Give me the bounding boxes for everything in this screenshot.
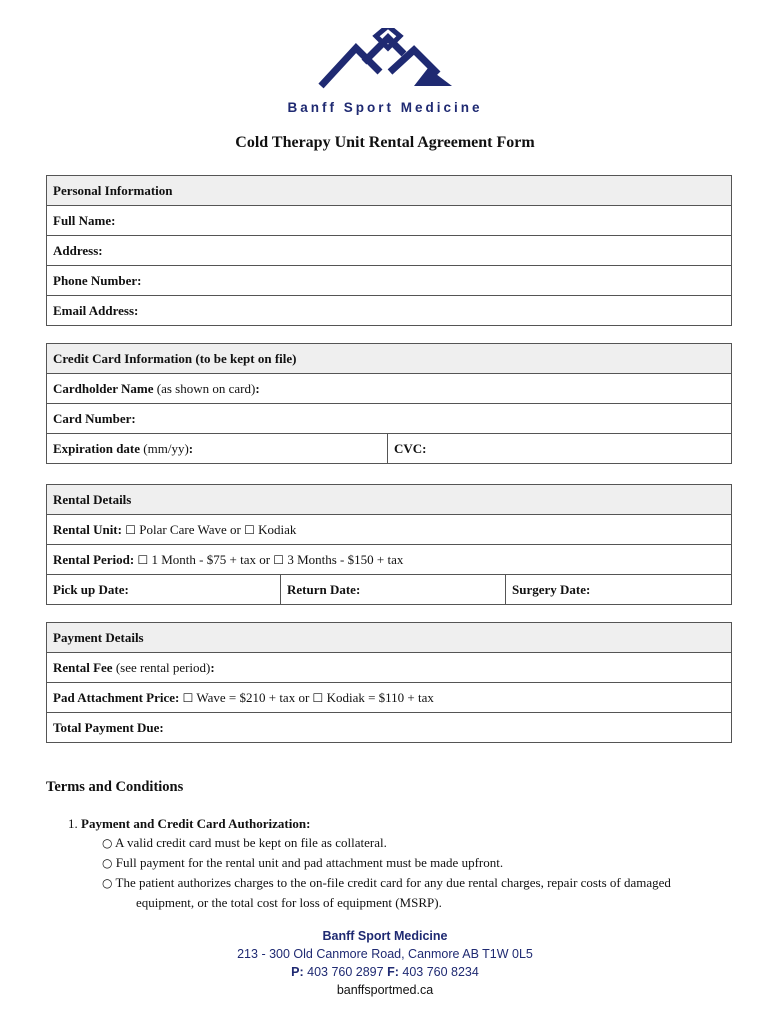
list-item xyxy=(68,853,748,873)
list-item xyxy=(68,873,748,912)
bullet-text-continued: equipment, or the total cost for loss of equipment (MSRP). xyxy=(136,895,442,910)
bullet-icon: ○ xyxy=(102,856,113,870)
terms-list xyxy=(68,814,748,912)
terms-heading: Terms and Conditions xyxy=(46,779,184,795)
expiration-label: Expiration date xyxy=(53,440,141,456)
phone-label: P: xyxy=(291,965,304,979)
expiration-colon: : xyxy=(188,440,194,456)
wave-pad-option: Wave = $210 + tax or xyxy=(196,689,310,705)
terms-item-1 xyxy=(68,814,748,833)
polar-care-wave-option: Polar Care Wave or xyxy=(139,521,241,537)
footer xyxy=(0,927,770,999)
expiration-note: (mm/yy) xyxy=(140,440,189,456)
email-field[interactable]: Email Address: xyxy=(47,296,732,326)
website-link[interactable]: banffsportmed.ca xyxy=(336,983,434,997)
pad-attachment-row xyxy=(47,683,732,713)
fax-label: F: xyxy=(387,965,399,979)
full-name-field[interactable]: Full Name: xyxy=(47,206,732,236)
bullet-text: Full payment for the rental unit and pad attachment must be made upfront. xyxy=(115,855,504,870)
footer-contact xyxy=(0,963,770,981)
footer-address: 213 - 300 Old Canmore Road, Canmore AB T1W 0L5 xyxy=(237,947,533,961)
payment-details-heading: Payment Details xyxy=(47,623,732,653)
checkbox-icon[interactable]: ☐ xyxy=(273,552,285,567)
terms-item-title: Payment and Credit Card Authorization: xyxy=(81,816,311,831)
footer-name: Banff Sport Medicine xyxy=(322,929,448,943)
cardholder-label: Cardholder Name xyxy=(53,380,154,396)
rental-fee-label: Rental Fee xyxy=(53,659,113,675)
phone-number: 403 760 2897 xyxy=(307,965,384,979)
pad-attachment-label: Pad Attachment Price: xyxy=(53,689,180,705)
bullet-text: A valid credit card must be kept on file as collateral. xyxy=(115,835,387,850)
expiration-field[interactable] xyxy=(47,434,388,464)
checkbox-icon[interactable]: ☐ xyxy=(182,690,194,705)
personal-info-heading: Personal Information xyxy=(47,176,732,206)
checkbox-icon[interactable]: ☐ xyxy=(244,522,255,537)
rental-fee-colon: : xyxy=(210,659,215,675)
kodiak-pad-option: Kodiak = $110 + tax xyxy=(326,689,434,705)
total-payment-field[interactable]: Total Payment Due: xyxy=(47,713,732,743)
pickup-date-field[interactable]: Pick up Date: xyxy=(47,575,281,605)
kodiak-option: Kodiak xyxy=(258,521,297,537)
credit-card-table xyxy=(46,343,732,464)
checkbox-icon[interactable]: ☐ xyxy=(125,522,136,537)
terms-item-number: 1. xyxy=(68,816,78,831)
checkbox-icon[interactable]: ☐ xyxy=(312,690,324,705)
rental-fee-field[interactable] xyxy=(47,653,732,683)
checkbox-icon[interactable]: ☐ xyxy=(137,552,149,567)
brand-name: Banff Sport Medicine xyxy=(287,100,483,115)
bullet-icon: ○ xyxy=(102,836,113,850)
rental-details-heading: Rental Details xyxy=(47,485,732,515)
address-field[interactable]: Address: xyxy=(47,236,732,266)
payment-details-table xyxy=(46,622,732,743)
banff-sport-medicine-logo-icon xyxy=(318,28,452,92)
cvc-field[interactable]: CVC: xyxy=(388,434,732,464)
surgery-date-field[interactable]: Surgery Date: xyxy=(506,575,732,605)
cardholder-note: (as shown on card) xyxy=(153,380,256,396)
three-months-option: 3 Months - $150 + tax xyxy=(287,551,404,567)
fax-number: 403 760 8234 xyxy=(402,965,479,979)
rental-period-label: Rental Period: xyxy=(53,551,135,567)
rental-unit-row xyxy=(47,515,732,545)
return-date-field[interactable]: Return Date: xyxy=(281,575,506,605)
cardholder-colon: : xyxy=(255,380,260,396)
personal-info-table xyxy=(46,175,732,326)
rental-fee-note: (see rental period) xyxy=(112,659,211,675)
one-month-option: 1 Month - $75 + tax or xyxy=(151,551,271,567)
phone-field[interactable]: Phone Number: xyxy=(47,266,732,296)
list-item xyxy=(68,833,748,853)
rental-period-row xyxy=(47,545,732,575)
rental-unit-label: Rental Unit: xyxy=(53,521,122,537)
credit-card-heading: Credit Card Information (to be kept on file) xyxy=(47,344,732,374)
cardholder-name-field[interactable] xyxy=(47,374,732,404)
form-title: Cold Therapy Unit Rental Agreement Form xyxy=(235,134,535,151)
bullet-icon: ○ xyxy=(102,876,113,890)
rental-details-table xyxy=(46,484,732,605)
bullet-text: The patient authorizes charges to the on-file credit card for any due rental charges, repair costs of damaged xyxy=(115,875,671,890)
card-number-field[interactable]: Card Number: xyxy=(47,404,732,434)
